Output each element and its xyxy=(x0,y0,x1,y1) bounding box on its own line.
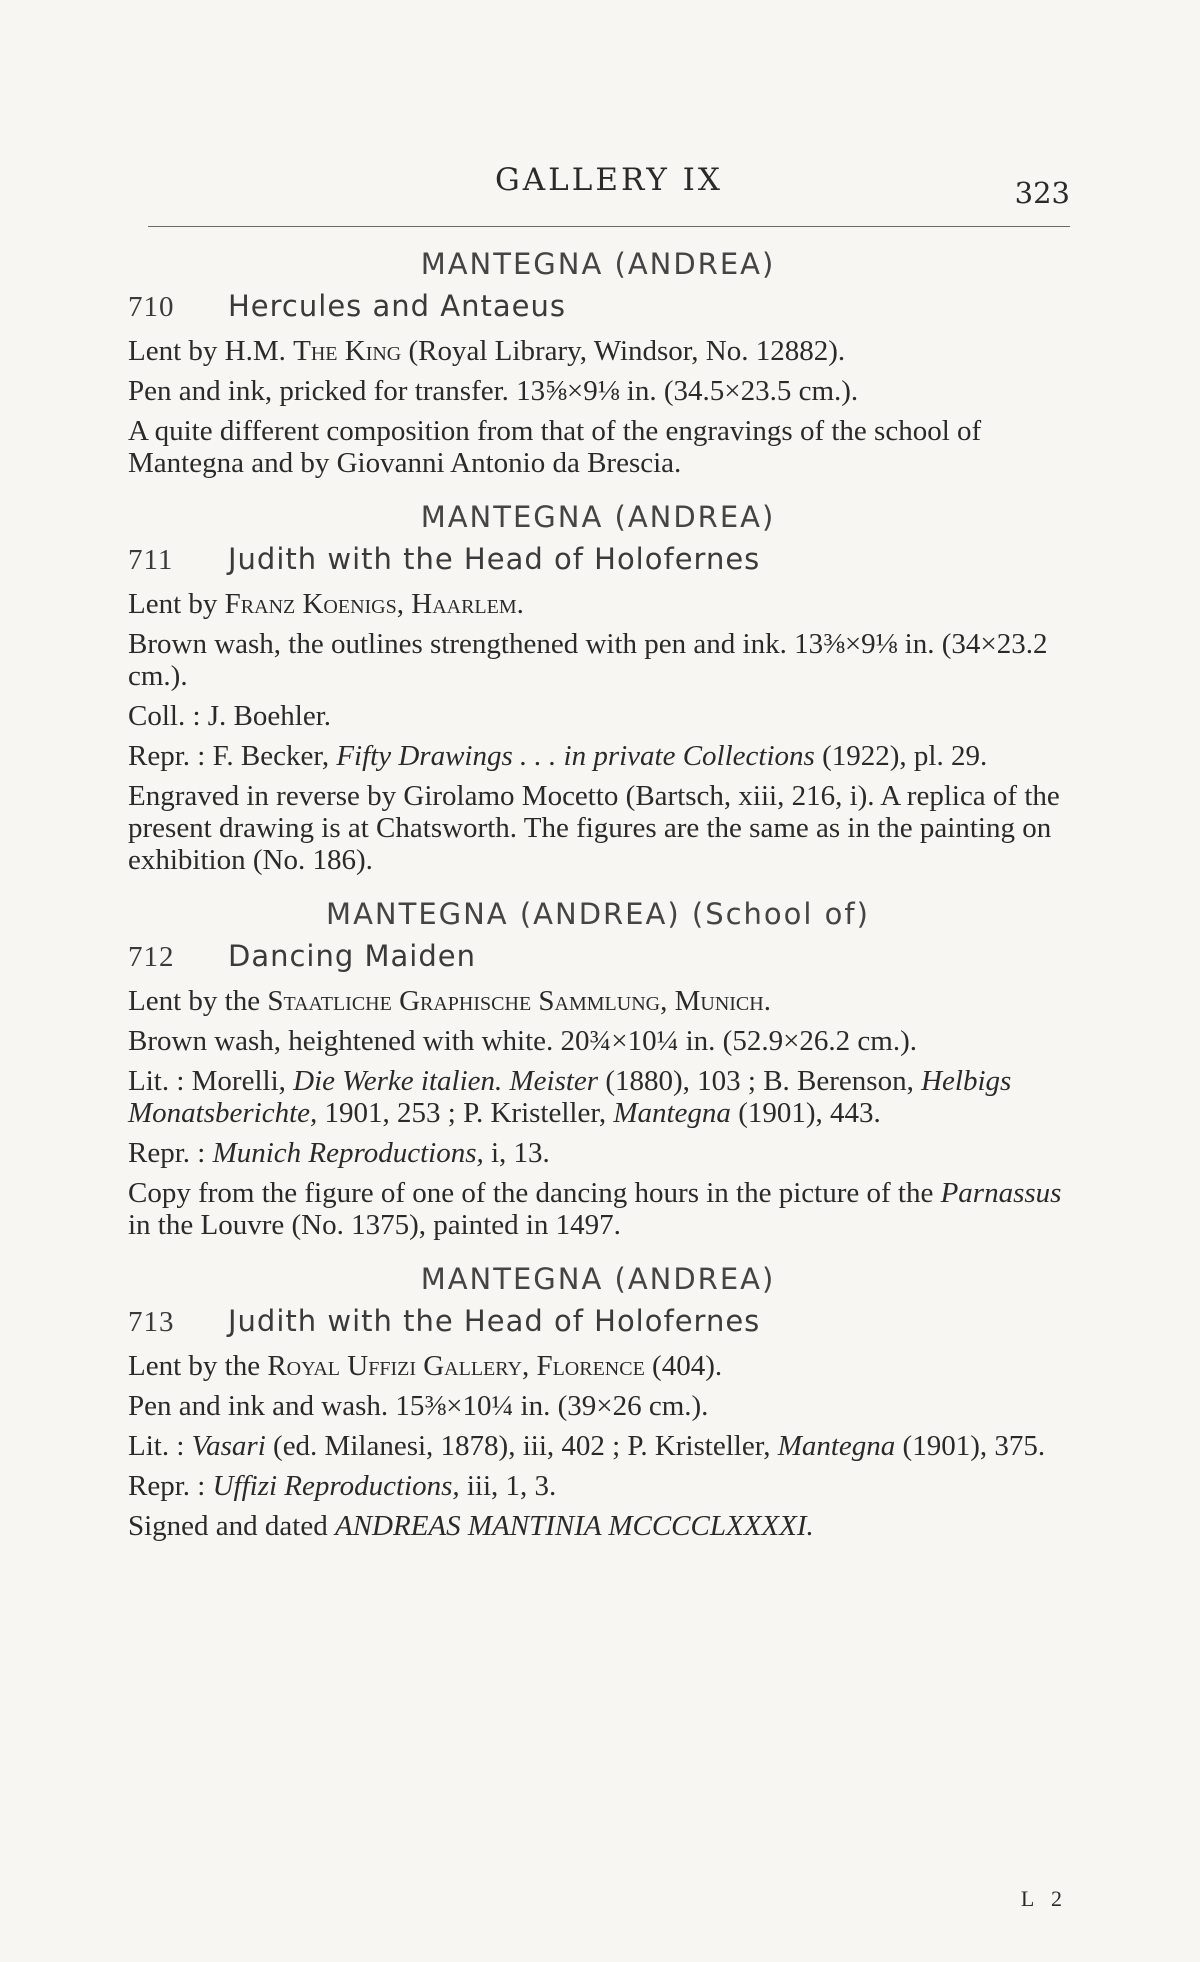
medium-line: Pen and ink and wash. 15⅜×10¼ in. (39×26 cm.). xyxy=(128,1390,709,1422)
entry-number: 710 xyxy=(128,291,175,323)
lit-text: 1901, 253 ; P. Kristeller, xyxy=(324,1097,607,1129)
lit-prefix: Lit. : Morelli, xyxy=(128,1065,286,1097)
page-number: 323 xyxy=(1014,176,1070,210)
lit-title: Mantegna xyxy=(777,1430,896,1462)
repr-suffix: i, 13. xyxy=(491,1137,550,1169)
signed-line xyxy=(128,1510,1068,1542)
lender-name: Franz Koenigs, Haarlem. xyxy=(224,588,524,620)
lent-prefix: Lent by H.M. xyxy=(128,335,286,367)
lender-name: The King xyxy=(293,335,402,367)
entry-number: 711 xyxy=(128,544,174,576)
lender-line xyxy=(128,335,1068,367)
lent-prefix: Lent by xyxy=(128,588,218,620)
lit-text: (1880), 103 ; B. Berenson, xyxy=(605,1065,914,1097)
lender-name: Staatliche Graphische Sammlung, Munich. xyxy=(267,985,771,1017)
repr-title: Uffizi Reproductions, xyxy=(212,1470,460,1502)
entry-number: 713 xyxy=(128,1306,175,1338)
catalogue-entry-713 xyxy=(128,1263,1068,1542)
signed-prefix: Signed and dated xyxy=(128,1510,328,1542)
artist-heading: MANTEGNA (ANDREA) xyxy=(420,247,776,281)
collection-line: Coll. : J. Boehler. xyxy=(128,700,331,732)
reproduction-line xyxy=(128,1470,1068,1502)
running-head xyxy=(148,162,1070,212)
literature-line xyxy=(128,1430,1068,1462)
medium-line: Brown wash, heightened with white. 20¾×10¼ in. (52.9×26.2 cm.). xyxy=(128,1025,918,1057)
artist-heading: MANTEGNA (ANDREA) (School of) xyxy=(326,897,870,931)
lit-title: Vasari xyxy=(191,1430,266,1462)
running-title: GALLERY IX xyxy=(495,162,723,198)
repr-title: Munich Reproductions, xyxy=(212,1137,484,1169)
catalogue-entry-711 xyxy=(128,501,1068,876)
entry-number: 712 xyxy=(128,941,175,973)
artist-heading: MANTEGNA (ANDREA) xyxy=(420,500,776,534)
entry-note: Engraved in reverse by Girolamo Mocetto (Bartsch, xiii, 216, i). A replica of the present drawing is at Chatsworth. The figures are the same as in the painting on exhibition (No. 186). xyxy=(128,780,1060,876)
note-text: Copy from the figure of one of the dancing hours in the picture of the xyxy=(128,1177,934,1209)
medium-line: Pen and ink, pricked for transfer. 13⅝×9⅛ in. (34.5×23.5 cm.). xyxy=(128,375,859,407)
repr-suffix: iii, 1, 3. xyxy=(466,1470,557,1502)
medium-line: Brown wash, the outlines strengthened with pen and ink. 13⅜×9⅛ in. (34×23.2 cm.). xyxy=(128,628,1048,692)
entry-title-line xyxy=(128,1305,1068,1338)
entry-title-line xyxy=(128,940,1068,973)
entry-title: Dancing Maiden xyxy=(228,939,476,973)
catalogue-entry-710 xyxy=(128,248,1068,479)
repr-prefix: Repr. : xyxy=(128,1137,206,1169)
signature-mark: L 2 xyxy=(1020,1886,1068,1911)
lender-name: Royal Uffizi Gallery, Florence xyxy=(267,1350,645,1382)
artist-heading: MANTEGNA (ANDREA) xyxy=(420,1262,776,1296)
entry-title: Judith with the Head of Holofernes xyxy=(228,542,761,576)
lit-title: Die Werke italien. Meister xyxy=(293,1065,599,1097)
lent-suffix: (Royal Library, Windsor, No. 12882). xyxy=(408,335,846,367)
note-title: Parnassus xyxy=(940,1177,1062,1209)
repr-prefix: Repr. : F. Becker, xyxy=(128,740,330,772)
entry-title-line xyxy=(128,543,1068,576)
entry-title: Hercules and Antaeus xyxy=(228,289,566,323)
note-text: in the Louvre (No. 1375), painted in 1497. xyxy=(128,1209,621,1241)
lender-line xyxy=(128,1350,1068,1382)
repr-suffix: (1922), pl. 29. xyxy=(822,740,988,772)
entry-title-line xyxy=(128,290,1068,323)
repr-title: Fifty Drawings . . . in private Collections xyxy=(336,740,815,772)
catalogue-entry-712 xyxy=(128,898,1068,1241)
repr-prefix: Repr. : xyxy=(128,1470,206,1502)
lit-text: (ed. Milanesi, 1878), iii, 402 ; P. Kristeller, xyxy=(273,1430,771,1462)
lent-suffix: (404). xyxy=(652,1350,723,1382)
reproduction-line xyxy=(128,1137,1068,1169)
lent-prefix: Lent by the xyxy=(128,1350,261,1382)
lit-suffix: (1901), 375. xyxy=(902,1430,1046,1462)
header-rule xyxy=(148,226,1070,227)
reproduction-line xyxy=(128,740,1068,772)
entry-note: A quite different composition from that of the engravings of the school of Mantegna and by Giovanni Antonio da Brescia. xyxy=(128,415,982,479)
lent-prefix: Lent by the xyxy=(128,985,261,1017)
lit-title: Mantegna xyxy=(613,1097,731,1129)
lit-title: Helbigs Monatsberichte, xyxy=(128,1065,1012,1129)
lit-suffix: (1901), 443. xyxy=(738,1097,881,1129)
catalogue-content xyxy=(128,236,1068,1564)
entry-note xyxy=(128,1177,1068,1241)
literature-line xyxy=(128,1065,1068,1129)
lender-line xyxy=(128,985,1068,1017)
lit-prefix: Lit. : xyxy=(128,1430,185,1462)
entry-title: Judith with the Head of Holofernes xyxy=(228,1304,761,1338)
signed-inscription: ANDREAS MANTINIA MCCCCLXXXXI. xyxy=(334,1510,814,1542)
lender-line xyxy=(128,588,1068,620)
